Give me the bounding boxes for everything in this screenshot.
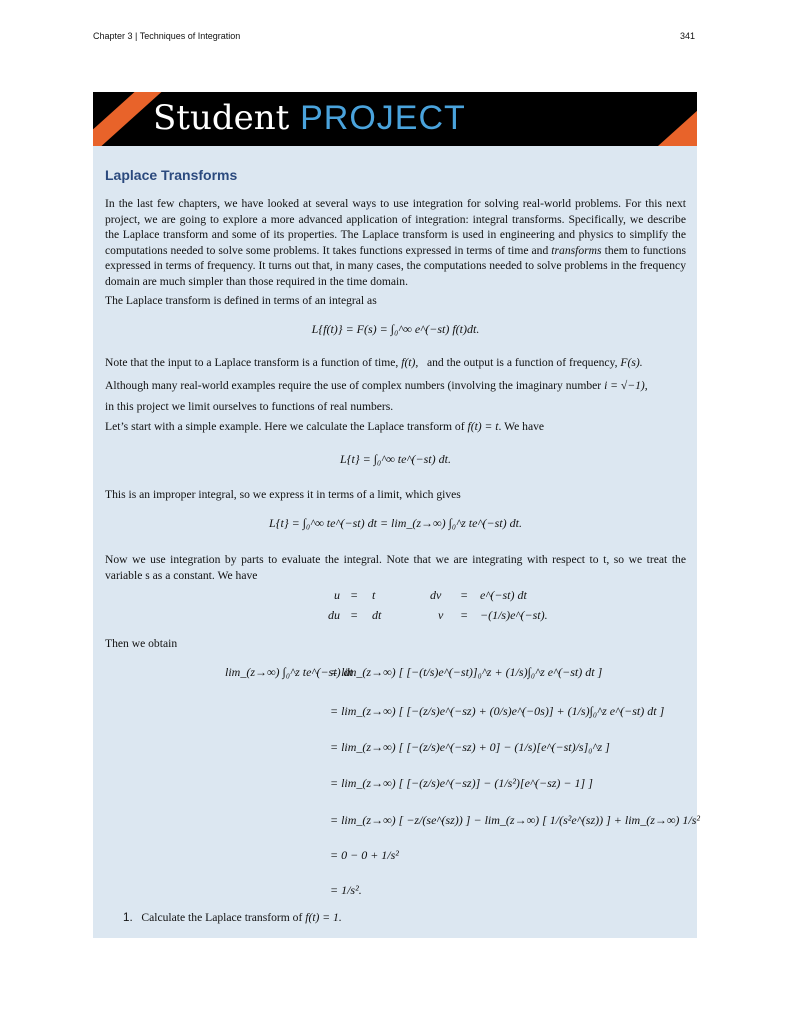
eq-sign: = bbox=[350, 588, 359, 602]
text: Calculate the Laplace transform of bbox=[141, 911, 303, 924]
parts-dt: dt bbox=[372, 608, 382, 622]
eq-sign: = bbox=[460, 588, 469, 602]
then-obtain: Then we obtain bbox=[105, 637, 178, 650]
student-project-banner bbox=[93, 92, 697, 146]
math: F(s). bbox=[620, 356, 643, 369]
parts-du: du bbox=[328, 608, 340, 622]
derivation-step: = lim_(z→∞) [ [−(z/s)e^(−sz) + (0/s)e^(−0s)] + (1/s)∫₀^z e^(−st) dt ] bbox=[330, 704, 665, 718]
text: In the last few chapters, we have looked at several ways to use integration for solving real-world problems. For this next project, we are going to explore a more advanced application of integration: integral transforms. Specifically, we describe the Laplace transform and some of its properties. The Laplace transform is used in engineering and physics to simplify the computations needed to solve some problems. It takes functions expressed in terms of time and bbox=[105, 197, 686, 257]
example-intro bbox=[105, 419, 686, 435]
parts-v: v bbox=[438, 608, 444, 622]
parts-t: t bbox=[372, 588, 376, 602]
text: Let’s start with a simple example. Here we calculate the Laplace transform of bbox=[105, 420, 465, 433]
math: f(t) = t bbox=[467, 420, 499, 433]
emphasis: transforms bbox=[551, 243, 602, 257]
banner-word-student: Student bbox=[153, 98, 290, 138]
equation-lt: L{t} = ∫₀^∞ te^(−st) dt. bbox=[340, 452, 451, 466]
derivation-step: = lim_(z→∞) [ [−(z/s)e^(−sz)] − (1/s²)[e^(−sz) − 1] ] bbox=[330, 776, 593, 790]
real-numbers-line: in this project we limit ourselves to functions of real numbers. bbox=[105, 400, 394, 413]
text: and the output is a function of frequency, bbox=[426, 356, 618, 369]
eq-sign: = bbox=[350, 608, 359, 622]
parts-v-value: −(1/s)e^(−st). bbox=[480, 608, 548, 622]
derivation-step: = lim_(z→∞) [ [−(t/s)e^(−st)]₀^z + (1/s)∫₀^z e^(−st) dt ] bbox=[330, 665, 603, 679]
derivation-step: = 1/s². bbox=[330, 883, 362, 897]
chapter-header: Chapter 3 | Techniques of Integration bbox=[93, 31, 241, 41]
definition-intro: The Laplace transform is defined in terms of an integral as bbox=[105, 294, 377, 307]
math: f(t), bbox=[401, 356, 419, 369]
parts-u: u bbox=[334, 588, 340, 602]
eq-sign: = bbox=[460, 608, 469, 622]
text: them to functions expressed in terms of frequency. It turns out that, in many cases, the computations needed to solve problems in the frequency domain are much simpler than those required in the time domain. bbox=[105, 243, 686, 288]
note-paragraph bbox=[105, 355, 686, 371]
derivation-step: = 0 − 0 + 1/s² bbox=[330, 848, 399, 862]
improper-paragraph: This is an improper integral, so we express it in terms of a limit, which gives bbox=[105, 488, 461, 501]
equation-limit: L{t} = ∫₀^∞ te^(−st) dt = lim_(z→∞) ∫₀^z te^(−st) dt. bbox=[269, 516, 522, 530]
parts-dv: dv bbox=[430, 588, 442, 602]
math: f(t) = 1. bbox=[305, 911, 342, 924]
derivation-step: = lim_(z→∞) [ −z/(se^(sz)) ] − lim_(z→∞) [ 1/(s²e^(sz)) ] + lim_(z→∞) 1/s² bbox=[330, 813, 701, 827]
math: i = √−1), bbox=[604, 379, 648, 392]
equation-definition: L{f(t)} = F(s) = ∫₀^∞ e^(−st) f(t)dt. bbox=[311, 322, 480, 336]
intro-paragraph bbox=[105, 196, 686, 290]
text: Although many real-world examples require the use of complex numbers (involving the imaginary number bbox=[105, 379, 602, 392]
derivation-step: = lim_(z→∞) [ [−(z/s)e^(−sz) + 0] − (1/s)[e^(−st)/s]₀^z ] bbox=[330, 740, 610, 754]
orange-corner-right bbox=[658, 92, 697, 146]
exercise-number: 1. bbox=[123, 911, 133, 924]
derivation-lhs: lim_(z→∞) ∫₀^z te^(−st) dt bbox=[225, 665, 353, 679]
parts-paragraph: Now we use integration by parts to evaluate the integral. Note that we are integrating with respect to t, so we treat the variable s as a constant. We have bbox=[105, 553, 686, 582]
parts-dv-value: e^(−st) dt bbox=[480, 588, 527, 602]
text: Note that the input to a Laplace transform is a function of time, bbox=[105, 356, 399, 369]
banner-word-project: PROJECT bbox=[300, 99, 466, 137]
exercise-1 bbox=[123, 910, 683, 926]
text: . We have bbox=[498, 420, 545, 433]
page-number: 341 bbox=[680, 31, 696, 41]
complex-paragraph bbox=[105, 378, 686, 394]
section-title: Laplace Transforms bbox=[105, 167, 238, 183]
